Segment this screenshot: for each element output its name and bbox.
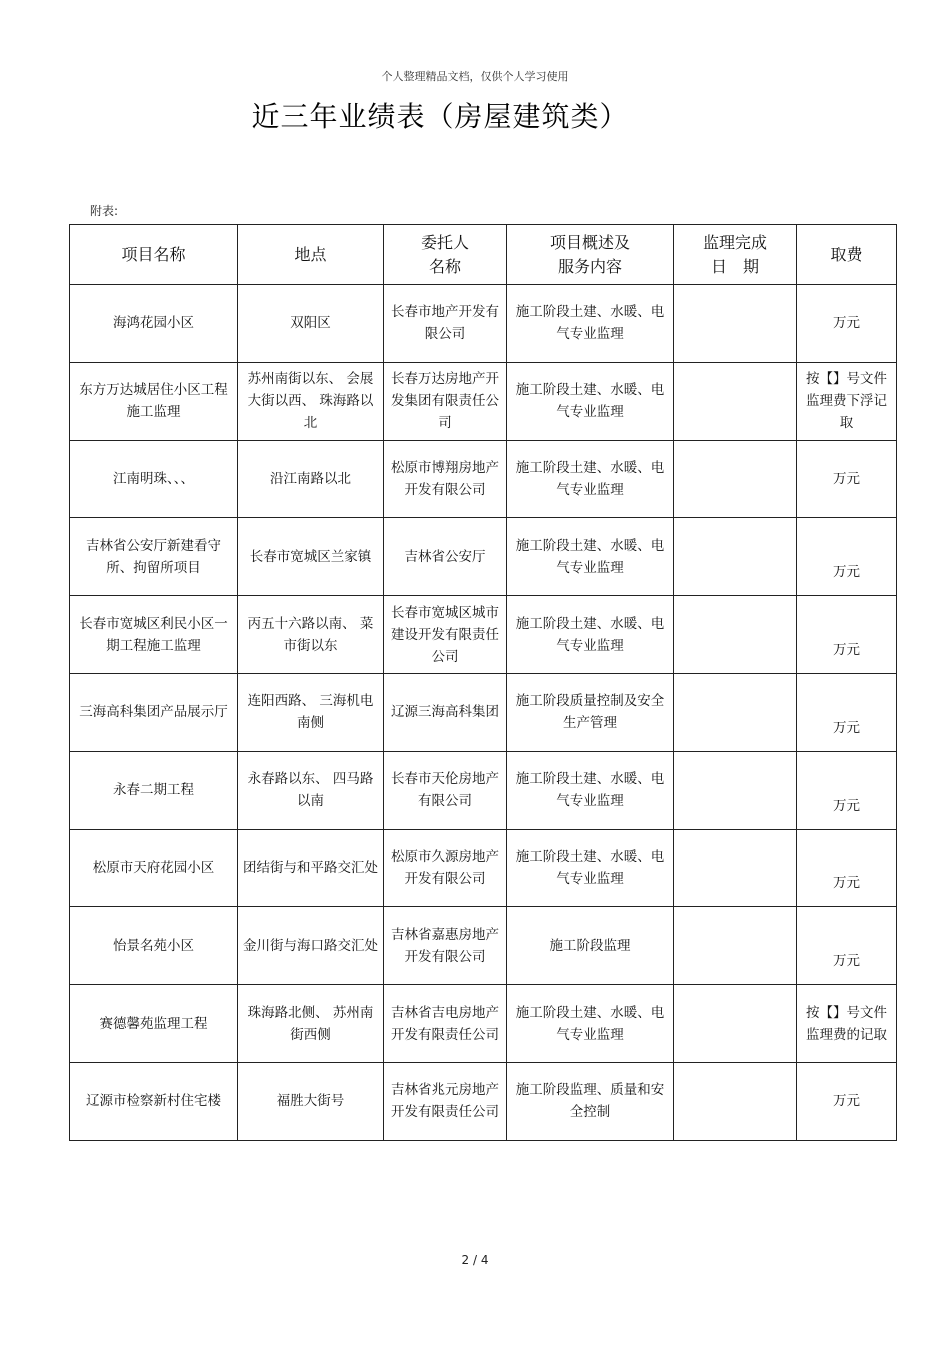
cell-fee: 万元 bbox=[797, 285, 897, 363]
cell-fee: 万元 bbox=[797, 751, 897, 829]
table-row bbox=[70, 518, 897, 596]
table-row bbox=[70, 440, 897, 518]
cell-overview: 施工阶段监理 bbox=[507, 907, 674, 985]
table-row bbox=[70, 362, 897, 440]
header-overview bbox=[507, 225, 674, 285]
cell-overview: 施工阶段土建、水暖、电气专业监理 bbox=[507, 985, 674, 1063]
table-row bbox=[70, 673, 897, 751]
performance-table bbox=[69, 224, 897, 1141]
header-completion-line1: 监理完成 bbox=[702, 232, 767, 252]
cell-location: 永春路以东、 四马路以南 bbox=[238, 751, 384, 829]
cell-project-name: 吉林省公安厅新建看守所、拘留所项目 bbox=[70, 518, 238, 596]
cell-fee: 万元 bbox=[797, 907, 897, 985]
cell-completion-date bbox=[674, 1062, 797, 1140]
page-number: 2 / 4 bbox=[461, 1253, 489, 1267]
cell-fee: 按【】号文件监理费的记取 bbox=[797, 985, 897, 1063]
cell-completion-date bbox=[674, 362, 797, 440]
cell-project-name: 海鸿花园小区 bbox=[70, 285, 238, 363]
header-location: 地点 bbox=[238, 225, 384, 285]
table-row bbox=[70, 285, 897, 363]
table-row bbox=[70, 751, 897, 829]
cell-fee: 万元 bbox=[797, 596, 897, 674]
cell-overview: 施工阶段土建、水暖、电气专业监理 bbox=[507, 751, 674, 829]
cell-completion-date bbox=[674, 751, 797, 829]
cell-completion-date bbox=[674, 596, 797, 674]
cell-location: 珠海路北侧、 苏州南街西侧 bbox=[238, 985, 384, 1063]
table-row bbox=[70, 596, 897, 674]
cell-project-name: 东方万达城居住小区工程施工监理 bbox=[70, 362, 238, 440]
appendix-label: 附表: bbox=[90, 204, 119, 218]
cell-fee: 万元 bbox=[797, 673, 897, 751]
cell-overview: 施工阶段土建、水暖、电气专业监理 bbox=[507, 596, 674, 674]
cell-completion-date bbox=[674, 285, 797, 363]
cell-client: 吉林省兆元房地产开发有限责任公司 bbox=[384, 1062, 507, 1140]
cell-location: 福胜大街号 bbox=[238, 1062, 384, 1140]
cell-project-name: 长春市宽城区利民小区一期工程施工监理 bbox=[70, 596, 238, 674]
cell-client: 吉林省公安厅 bbox=[384, 518, 507, 596]
cell-fee: 万元 bbox=[797, 829, 897, 907]
header-client-line1: 委托人 bbox=[420, 232, 469, 252]
header-client bbox=[384, 225, 507, 285]
cell-project-name: 赛德馨苑监理工程 bbox=[70, 985, 238, 1063]
cell-overview: 施工阶段土建、水暖、电气专业监理 bbox=[507, 518, 674, 596]
cell-client: 长春市天伦房地产有限公司 bbox=[384, 751, 507, 829]
cell-overview: 施工阶段监理、质量和安全控制 bbox=[507, 1062, 674, 1140]
table-row bbox=[70, 985, 897, 1063]
header-fee: 取费 bbox=[797, 225, 897, 285]
table-row bbox=[70, 829, 897, 907]
cell-project-name: 永春二期工程 bbox=[70, 751, 238, 829]
cell-project-name: 松原市天府花园小区 bbox=[70, 829, 238, 907]
header-overview-line1: 项目概述及 bbox=[549, 232, 630, 252]
cell-project-name: 三海高科集团产品展示厅 bbox=[70, 673, 238, 751]
table-row bbox=[70, 907, 897, 985]
cell-client: 辽源三海高科集团 bbox=[384, 673, 507, 751]
cell-overview: 施工阶段质量控制及安全生产管理 bbox=[507, 673, 674, 751]
cell-completion-date bbox=[674, 907, 797, 985]
cell-client: 吉林省吉电房地产开发有限责任公司 bbox=[384, 985, 507, 1063]
watermark-text: 个人整理精品文档，仅供个人学习使用 bbox=[381, 70, 569, 83]
cell-completion-date bbox=[674, 518, 797, 596]
cell-location: 团结街与和平路交汇处 bbox=[238, 829, 384, 907]
cell-client: 松原市博翔房地产开发有限公司 bbox=[384, 440, 507, 518]
cell-completion-date bbox=[674, 985, 797, 1063]
cell-client: 吉林省嘉惠房地产开发有限公司 bbox=[384, 907, 507, 985]
header-completion-date bbox=[674, 225, 797, 285]
document-title: 近三年业绩表（房屋建筑类） bbox=[251, 100, 629, 133]
cell-fee: 万元 bbox=[797, 440, 897, 518]
cell-fee: 按【】号文件监理费下浮记取 bbox=[797, 362, 897, 440]
cell-overview: 施工阶段土建、水暖、电气专业监理 bbox=[507, 285, 674, 363]
cell-location: 丙五十六路以南、 菜市街以东 bbox=[238, 596, 384, 674]
cell-project-name: 辽源市检察新村住宅楼 bbox=[70, 1062, 238, 1140]
header-completion-line2: 日 期 bbox=[710, 256, 759, 276]
cell-location: 双阳区 bbox=[238, 285, 384, 363]
cell-client: 松原市久源房地产开发有限公司 bbox=[384, 829, 507, 907]
cell-project-name: 怡景名苑小区 bbox=[70, 907, 238, 985]
cell-fee: 万元 bbox=[797, 1062, 897, 1140]
cell-client: 长春市宽城区城市建设开发有限责任公司 bbox=[384, 596, 507, 674]
cell-location: 苏州南街以东、 会展大街以西、 珠海路以北 bbox=[238, 362, 384, 440]
cell-client: 长春万达房地产开发集团有限责任公司 bbox=[384, 362, 507, 440]
cell-client: 长春市地产开发有限公司 bbox=[384, 285, 507, 363]
cell-location: 金川街与海口路交汇处 bbox=[238, 907, 384, 985]
cell-location: 沿江南路以北 bbox=[238, 440, 384, 518]
table-header-row bbox=[70, 225, 897, 285]
cell-completion-date bbox=[674, 673, 797, 751]
cell-completion-date bbox=[674, 440, 797, 518]
cell-location: 长春市宽城区兰家镇 bbox=[238, 518, 384, 596]
cell-overview: 施工阶段土建、水暖、电气专业监理 bbox=[507, 829, 674, 907]
cell-location: 连阳西路、 三海机电南侧 bbox=[238, 673, 384, 751]
header-project-name: 项目名称 bbox=[70, 225, 238, 285]
cell-completion-date bbox=[674, 829, 797, 907]
cell-overview: 施工阶段土建、水暖、电气专业监理 bbox=[507, 440, 674, 518]
header-overview-line2: 服务内容 bbox=[557, 256, 622, 276]
cell-project-name: 江南明珠、、、 bbox=[70, 440, 238, 518]
cell-overview: 施工阶段土建、水暖、电气专业监理 bbox=[507, 362, 674, 440]
table-row bbox=[70, 1062, 897, 1140]
cell-fee: 万元 bbox=[797, 518, 897, 596]
header-client-line2: 名称 bbox=[428, 256, 461, 276]
